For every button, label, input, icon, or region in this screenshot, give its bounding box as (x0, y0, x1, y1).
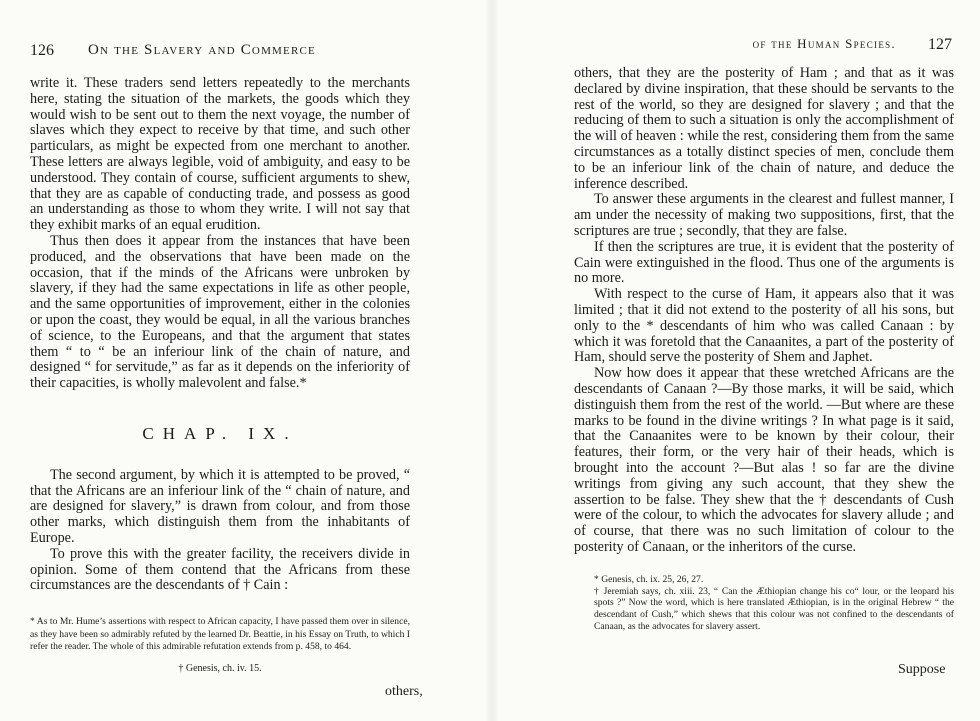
right-page (492, 0, 980, 721)
left-footnote-1: * As to Mr. Hume’s assertions with respect to African capacity, I have passed them over in silence, as they have been so admirably refuted by the learned Dr. Beattie, in his Essay on Truth, to which I refer the reader. The whole of this admirable refutation extends from p. 458, to 464. (30, 616, 410, 653)
left-running-head (30, 42, 416, 60)
right-paragraph-1: others, that they are the posterity of Ham ; and that as it was declared by divine inspiration, that these should be servants to the rest of the world, so they are designed for slavery ; and that the reducing of them to such a situation is only the accomplishment of the will of heaven : while the rest, considering them from the same circumstances as a totally distinct species of men, conclude them to be an inferiour link of the chain of nature, and deduce the inference described. (574, 65, 954, 192)
right-paragraph-4: With respect to the curse of Ham, it appears also that it was limited ; that it did not extend to the posterity of all his sons, but only to the * descendants of him who was called Canaan : by which it was foretold that the Canaanites, a part of the posterity of Ham, should serve the posterity of Shem and Japhet. (574, 286, 954, 366)
right-body-text (574, 66, 954, 556)
right-paragraph-2: To answer these arguments in the clearest and fullest manner, I am under the necessity of making two suppositions, first, that the scriptures are true ; secondly, that they are false. (574, 191, 954, 239)
right-page-number: 127 (928, 36, 952, 53)
left-paragraph-1: write it. These traders send letters repeatedly to the merchants here, stating the situation of the markets, the goods which they would wish to be sent out to them the next voyage, the number of slaves which they expect to receive by that time, and such other particulars, as might be expected from one merchant to another. These letters are always legible, void of ambiguity, and easy to be understood. They contain of course, sufficient arguments to shew, that they are as capable of conducting trade, and possess as good an understanding as those to whom they write. I will not say that they exhibit marks of an equal erudition. (30, 75, 410, 234)
left-paragraph-2: Thus then does it appear from the instances that have been produced, and the observations that have been made on the occasion, that if the minds of the Africans were unbroken by slavery, if they had the same expectations in life as other people, and the same opportunities of improvement, either in the colonies or upon the coast, they would be equal, in all the various branches of science, to the Europeans, and that the argument that states them “ to “ be an inferiour link of the chain of nature, and designed “ for servitude,” as far as it depends on the inferiority of their capacities, is wholly malevolent and false.* (30, 232, 410, 392)
right-catchword: Suppose (898, 662, 946, 677)
right-footnote-2: † Jeremiah says, ch. xiii. 23, “ Can the Æthiopian change his co“ lour, or the leopard his spots ?” Now the word, which is here translated Æthiopian, is in the original Hebrew “ the descendant of Cush,” which shews that this colour was not confined to the descendants of Canaan, as the advocates for slavery assert. (594, 585, 954, 632)
right-paragraph-5: Now how does it appear that these wretched Africans are the descendants of Canaan ?—By those marks, it will be said, which distinguish them from the rest of the world. —But where are these marks to be found in the divine writings ? In what page is it said, that the Canaanites were to be known by their colour, their features, their form, or the very hair of their heads, which is brought into the account ?—But alas ! so far are the divine writings from giving any such account, that they shew the assertion to be false. They shew that the † descendants of Cush were of the colour, to which the advocates for slavery allude ; and of course, that there was no such limitation of colour to the posterity of Canaan, or the inheritors of the curse. (574, 365, 954, 555)
left-paragraph-4: To prove this with the greater facility, the receivers divide in opinion. Some of them contend that the Africans from these circumstances are the descendants of † Cain : (30, 545, 410, 594)
right-running-head (574, 36, 952, 54)
left-page-number: 126 (30, 42, 54, 59)
right-footnotes (574, 574, 954, 633)
right-paragraph-3: If then the scriptures are true, it is evident that the posterity of Cain were extinguished in the flood. Thus one of the arguments is no more. (574, 238, 954, 287)
left-catchword: others, (385, 684, 423, 699)
right-running-title: of the Human Species. (752, 36, 896, 51)
left-running-title: On the Slavery and Commerce (88, 42, 316, 58)
chapter-heading: CHAP. IX. (142, 423, 298, 443)
left-body-text (30, 76, 410, 594)
left-footnote-2: † Genesis, ch. iv. 15. (178, 662, 262, 674)
left-paragraph-3: The second argument, by which it is attempted to be proved, “ that the Africans are an inferiour link of the “ chain of nature, and are designed for slavery,” is drawn from colour, and from those other marks, which distinguish them from the inhabitants of Europe. (30, 466, 410, 546)
right-footnote-1: * Genesis, ch. ix. 25, 26, 27. (594, 573, 704, 585)
